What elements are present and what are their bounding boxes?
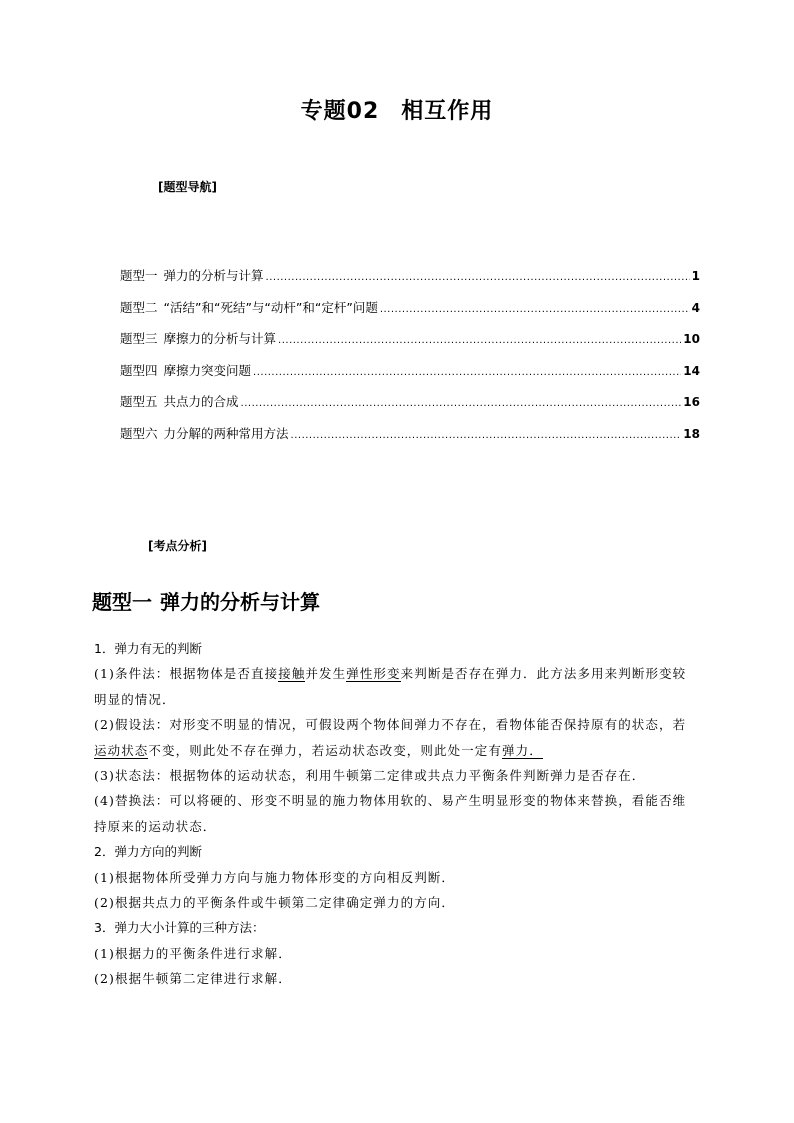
toc-leader bbox=[266, 272, 690, 283]
toc-item[interactable]: 题型一 弹力的分析与计算 ..... 1 bbox=[120, 266, 700, 298]
section-number: 题型一 bbox=[92, 590, 152, 614]
paragraph: (4)替换法：可以将硬的、形变不明显的施力物体用软的、易产生明显形变的物体来替换，看能否维 bbox=[94, 793, 687, 809]
toc-leader bbox=[291, 430, 682, 441]
subheading: 2．弹力方向的判断 bbox=[94, 844, 202, 860]
analysis-heading: [考点分析] bbox=[148, 539, 207, 553]
paragraph: (2)根据牛顿第二定律进行求解． bbox=[94, 971, 292, 987]
toc-leader bbox=[241, 398, 682, 409]
toc-leader bbox=[380, 304, 690, 315]
paragraph: (1)条件法：根据物体是否直接接触并发生弹性形变来判断是否存在弹力．此方法多用来判断形变较 bbox=[94, 666, 687, 682]
page-title bbox=[0, 94, 794, 125]
paragraph: (1)根据力的平衡条件进行求解． bbox=[94, 945, 292, 961]
toc-page-number: 4 bbox=[691, 300, 700, 315]
subheading: 3．弹力大小计算的三种方法： bbox=[94, 920, 265, 936]
toc-page-number: 18 bbox=[683, 426, 700, 441]
paragraph: (2)根据共点力的平衡条件或牛顿第二定律确定弹力的方向． bbox=[94, 895, 456, 911]
paragraph: (1)根据物体所受弹力方向与施力物体形变的方向相反判断． bbox=[94, 869, 456, 885]
toc-leader bbox=[253, 367, 681, 378]
paragraph: 运动状态不变，则此处不存在弹力，若运动状态改变，则此处一定有弹力． bbox=[94, 742, 543, 758]
paragraph: (3)状态法：根据物体的运动状态，利用牛顿第二定律或共点力平衡条件判断弹力是否存在． bbox=[94, 768, 646, 784]
paragraph: 持原来的运动状态． bbox=[94, 818, 217, 834]
toc-item[interactable]: 题型三 摩擦力的分析与计算 ..... 10 bbox=[120, 329, 700, 361]
title-prefix: 专题02 bbox=[300, 99, 380, 124]
subheading: 1．弹力有无的判断 bbox=[94, 641, 202, 656]
paragraph: 明显的情况． bbox=[94, 691, 176, 707]
toc-item[interactable]: 题型四 摩擦力突变问题 ..... 14 bbox=[120, 361, 700, 393]
table-of-contents bbox=[120, 266, 700, 455]
toc-heading: [题型导航] bbox=[158, 180, 217, 194]
toc-page-number: 16 bbox=[683, 395, 700, 409]
toc-page-number: 14 bbox=[683, 363, 700, 378]
section-body bbox=[94, 636, 706, 992]
title-main: 相互作用 bbox=[401, 99, 494, 124]
toc-page-number: 1 bbox=[691, 269, 700, 283]
toc-item[interactable]: 题型二 “活结”和“死结”与“动杆”和“定杆”问题 ..... 4 bbox=[120, 298, 700, 330]
section-heading bbox=[92, 586, 320, 615]
toc-item[interactable]: 题型六 力分解的两种常用方法 ..... 18 bbox=[120, 424, 700, 456]
toc-page-number: 10 bbox=[683, 332, 700, 346]
toc-leader bbox=[278, 335, 681, 346]
section-title: 弹力的分析与计算 bbox=[160, 590, 320, 614]
toc-item[interactable]: 题型五 共点力的合成 ..... 16 bbox=[120, 392, 700, 424]
paragraph: (2)假设法：对形变不明显的情况，可假设两个物体间弹力不存在，看物体能否保持原有的状态，若 bbox=[94, 717, 687, 733]
